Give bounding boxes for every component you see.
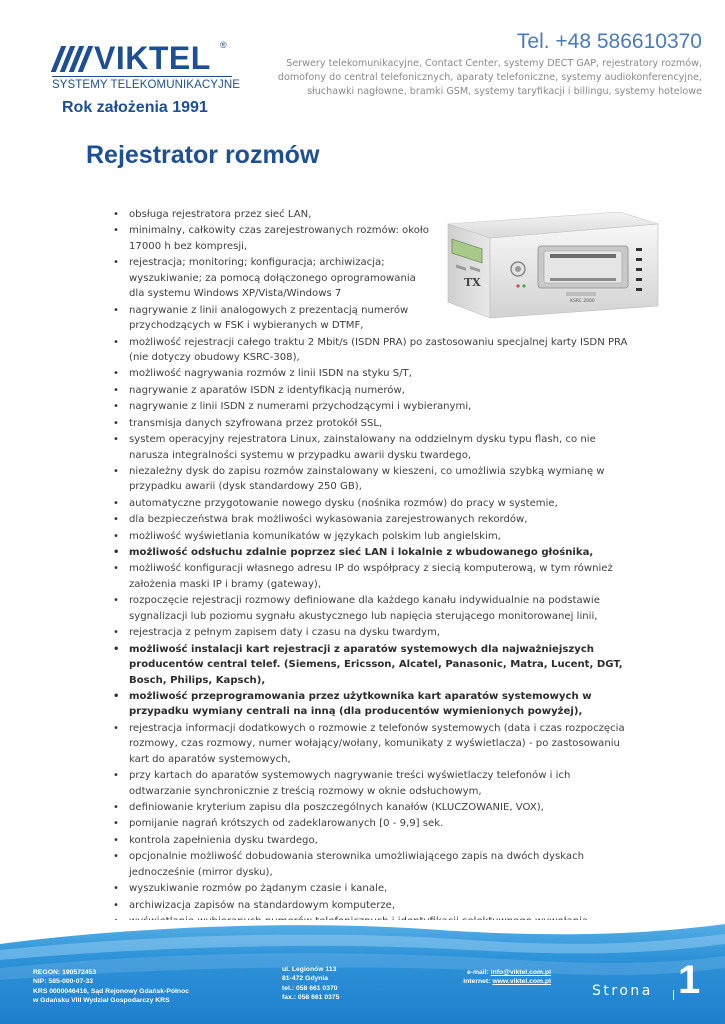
footer-internet-label: internet: bbox=[463, 978, 493, 986]
footer-email-link[interactable]: info@viktel.com.pl bbox=[490, 969, 551, 976]
device-brand-label: TX bbox=[464, 276, 481, 289]
page-label: Strona bbox=[592, 983, 653, 999]
feature-item: • archiwizacja zapisów na standardowym komputerze, bbox=[113, 898, 633, 914]
footer-internet-line bbox=[436, 977, 551, 986]
feature-item: • możliwość instalacji kart rejestracji z aparatów systemowych dla najważniejszych producentów central telef. (Siemens, Ericsson, Alcatel, Panasonic, Matra, Lucent, DGT, Bosch, Philips, Kapsch), bbox=[113, 642, 633, 689]
feature-item: • transmisja danych szyfrowana przez protokół SSL, bbox=[113, 416, 633, 432]
footer-email-label: e-mail: bbox=[466, 969, 491, 976]
page-number: 1 bbox=[678, 958, 701, 1002]
feature-item: • niezależny dysk do zapisu rozmów zainstalowany w kieszeni, co umożliwia szybką wymianę w przypadku awarii (dysk standardowy 250 GB), bbox=[113, 464, 633, 495]
registered-mark: ® bbox=[220, 40, 227, 50]
header-tagline: Serwery telekomunikacyjne, Contact Center, systemy DECT GAP, rejestratory rozmów, domofony do central telefonicznych, aparaty telefoniczne, systemy audiokonferencyjne, słuchawki nagłowne, bramki GSM, systemy taryfikacji i billingu, systemy hotelowe bbox=[277, 58, 702, 97]
footer-email-line bbox=[436, 968, 551, 977]
logo-subtitle: SYSTEMY TELEKOMUNIKACYJNE bbox=[52, 76, 232, 91]
footer-website-link[interactable]: www.viktel.com.pl bbox=[492, 978, 551, 986]
feature-item: • nagrywanie z aparatów ISDN z identyfikacją numerów, bbox=[113, 383, 633, 399]
feature-item: • dla bezpieczeństwa brak możliwości wykasowania zarejestrowanych rekordów, bbox=[113, 512, 633, 528]
feature-list bbox=[113, 207, 633, 963]
feature-item: • system operacyjny rejestratora Linux, zainstalowany na oddzielnym dysku typu flash, co nie narusza integralności systemu w przypadku awarii dysku twardego, bbox=[113, 432, 633, 463]
feature-item: • rejestracja informacji dodatkowych o rozmowie z telefonów systemowych (data i czas rozpoczęcia rozmowy, czas rozmowy, numer wołający/wołany, komunikaty z wyświetlacza) - po zastosowaniu kart do aparatów systemowych, bbox=[113, 721, 633, 768]
feature-item: • rejestracja; monitoring; konfiguracja; archiwizacja; wyszukiwanie; za pomocą dołączonego oprogramowania dla systemu Windows XP/Vista/Windows 7 bbox=[113, 255, 431, 302]
footer-fax: fax.: 058 661 0375 bbox=[282, 993, 340, 1001]
page-label-separator bbox=[673, 990, 674, 1000]
footer-krs: KRS 0000046416, Sąd Rejonowy Gdańsk-Północ bbox=[33, 987, 190, 995]
device-model-label: KSRC 2000 bbox=[570, 299, 595, 304]
logo-text: VIKTEL bbox=[94, 40, 211, 76]
footer-tel: tel.: 058 661 0370 bbox=[282, 984, 338, 992]
feature-item: • automatyczne przygotowanie nowego dysku (nośnika rozmów) do pracy w systemie, bbox=[113, 496, 633, 512]
feature-item: • opcjonalnie możliwość dobudowania sterownika umożliwiającego zapis na dwóch dyskach jednocześnie (mirror dysku), bbox=[113, 849, 633, 880]
feature-item: • możliwość odsłuchu zdalnie poprzez sieć LAN i lokalnie z wbudowanego głośnika, bbox=[113, 545, 633, 561]
header-phone: Tel. +48 586610370 bbox=[516, 30, 702, 53]
feature-item: • możliwość konfiguracji własnego adresu IP do współpracy z siecią komputerową, w tym również założenia maski IP i bramy (gateway), bbox=[113, 561, 633, 592]
feature-item: • wyszukiwanie rozmów po żądanym czasie i kanale, bbox=[113, 881, 633, 897]
company-logo bbox=[52, 38, 241, 98]
footer-address bbox=[282, 965, 339, 1002]
feature-item: • możliwość nagrywania rozmów z linii ISDN na styku S/T, bbox=[113, 366, 633, 382]
footer-city: 81-472 Gdynia bbox=[282, 975, 329, 983]
feature-item: • nagrywanie z linii ISDN z numerami przychodzącymi i wybieranymi, bbox=[113, 399, 633, 415]
founded-year: Rok założenia 1991 bbox=[62, 99, 208, 116]
footer-contact bbox=[436, 968, 551, 987]
footer-street: ul. Legionów 113 bbox=[282, 966, 337, 973]
feature-item: • rozpoczęcie rejestracji rozmowy definiowane dla każdego kanału indywidualnie na podstawie sygnalizacji lub poziomu sygnału akustycznego lub napięcia sterującego monitorowanej linii, bbox=[113, 593, 633, 624]
footer-regon: REGON: 190572453 bbox=[33, 969, 97, 976]
feature-item: • przy kartach do aparatów systemowych nagrywanie treści wyświetlaczy telefonów i ich odtwarzanie synchronicznie z treścią rozmowy w oknie odsłuchowym, bbox=[113, 768, 633, 799]
feature-item: • pomijanie nagrań krótszych od zadeklarowanych [0 - 9,9] sek. bbox=[113, 816, 633, 832]
feature-item: • rejestracja z pełnym zapisem daty i czasu na dysku twardym, bbox=[113, 625, 633, 641]
feature-item: • możliwość wyświetlania komunikatów w językach polskim lub angielskim, bbox=[113, 529, 633, 545]
footer-court: w Gdańsku VIII Wydział Gospodarczy KRS bbox=[33, 996, 170, 1004]
logo-wordmark bbox=[52, 38, 232, 76]
feature-item: • obsługa rejestratora przez sieć LAN, bbox=[113, 207, 431, 223]
feature-item: • definiowanie kryterium zapisu dla poszczególnych kanałów (KLUCZOWANIE, VOX), bbox=[113, 800, 633, 816]
feature-item: • możliwość przeprogramowania przez użytkownika kart aparatów systemowych w przypadku wymiany centrali na inną (dla producentów wymienionych powyżej), bbox=[113, 689, 633, 720]
footer-company-registry bbox=[33, 968, 189, 1005]
feature-item: • nagrywanie z linii analogowych z prezentacją numerów przychodzących w FSK i wybieranych w DTMF, bbox=[113, 303, 431, 334]
feature-item: • kontrola zapełnienia dysku twardego, bbox=[113, 833, 633, 849]
logo-slashes-icon bbox=[52, 46, 92, 72]
feature-item: • możliwość rejestracji całego traktu 2 Mbit/s (ISDN PRA) po zastosowaniu specjalnej karty ISDN PRA (nie dotyczy obudowy KSRC-308), bbox=[113, 335, 633, 366]
feature-item: • minimalny, całkowity czas zarejestrowanych rozmów: około 17000 h bez kompresji, bbox=[113, 223, 431, 254]
page-title: Rejestrator rozmów bbox=[86, 141, 320, 169]
footer-nip: NIP: 585-000-07-33 bbox=[33, 978, 94, 986]
